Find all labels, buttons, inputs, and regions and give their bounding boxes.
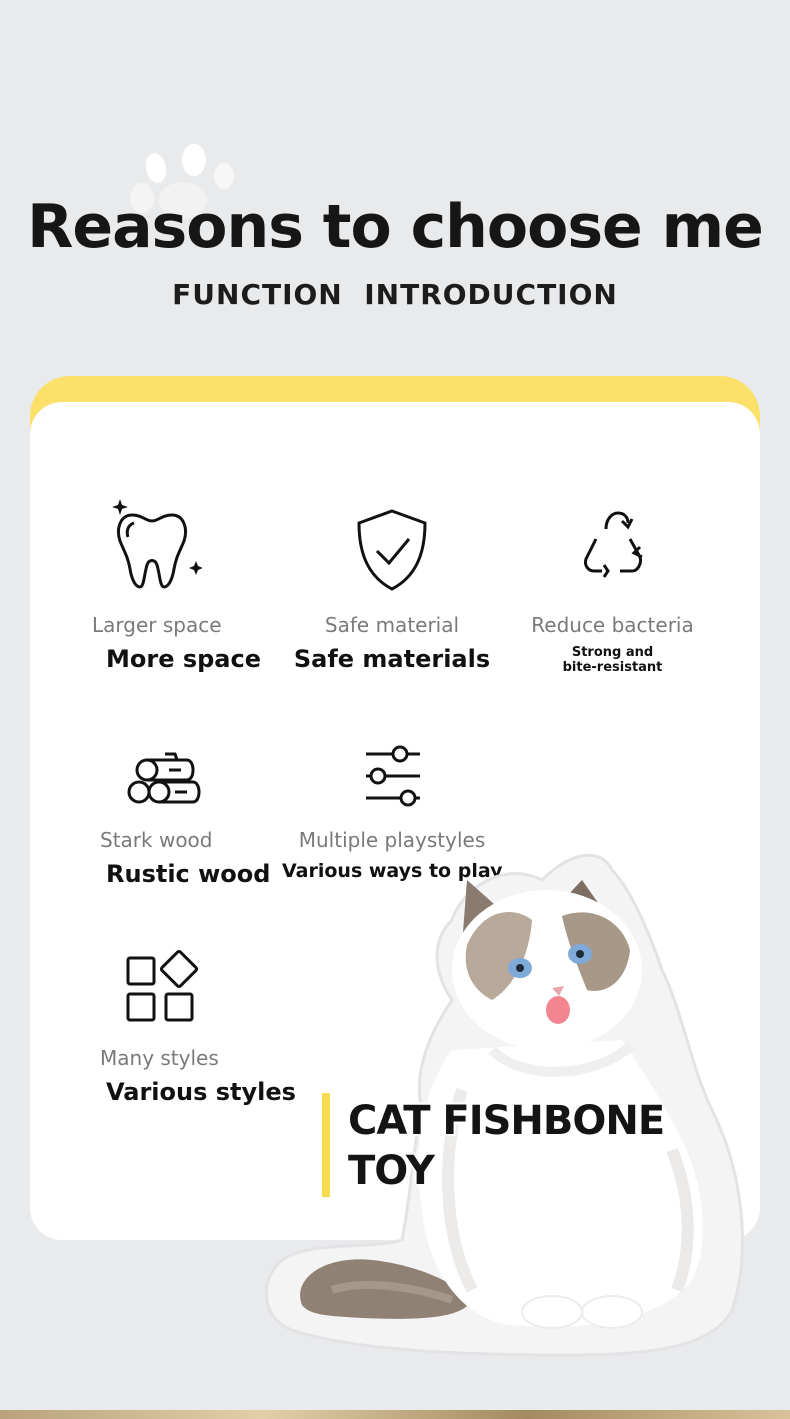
product-name — [348, 1096, 678, 1196]
product-accent-bar — [322, 1093, 330, 1197]
feature-stark-wood — [100, 740, 280, 888]
product-name-line1: CAT FISHBONE — [348, 1098, 665, 1144]
feature-title: Strong and bite-resistant — [562, 645, 663, 675]
feature-label: Safe material — [324, 613, 460, 637]
sliders-icon — [352, 740, 432, 810]
recycle-icon — [568, 495, 658, 595]
feature-label: Stark wood — [100, 828, 213, 852]
tooth-icon — [102, 495, 202, 595]
page-subtitle: FUNCTION INTRODUCTION — [172, 278, 618, 311]
feature-label: Multiple playstyles — [298, 828, 486, 852]
feature-title: More space — [106, 645, 262, 673]
feature-safe-material — [292, 495, 492, 673]
wood-logs-icon — [125, 740, 205, 810]
bottom-strip — [0, 1410, 790, 1419]
feature-label: Many styles — [100, 1046, 219, 1070]
shield-check-icon — [347, 495, 437, 595]
feature-title: Rustic wood — [106, 860, 271, 888]
feature-label: Larger space — [92, 613, 222, 637]
feature-label: Reduce bacteria — [531, 613, 694, 637]
feature-title: Various styles — [106, 1078, 296, 1106]
page-title: Reasons to choose me — [27, 192, 763, 262]
feature-larger-space — [92, 495, 272, 673]
product-name-line2: TOY — [348, 1148, 434, 1194]
feature-reduce-bacteria — [520, 495, 705, 675]
grid-shapes-icon — [120, 948, 200, 1028]
feature-title: Various ways to play — [282, 860, 503, 882]
feature-title: Safe materials — [293, 645, 491, 673]
